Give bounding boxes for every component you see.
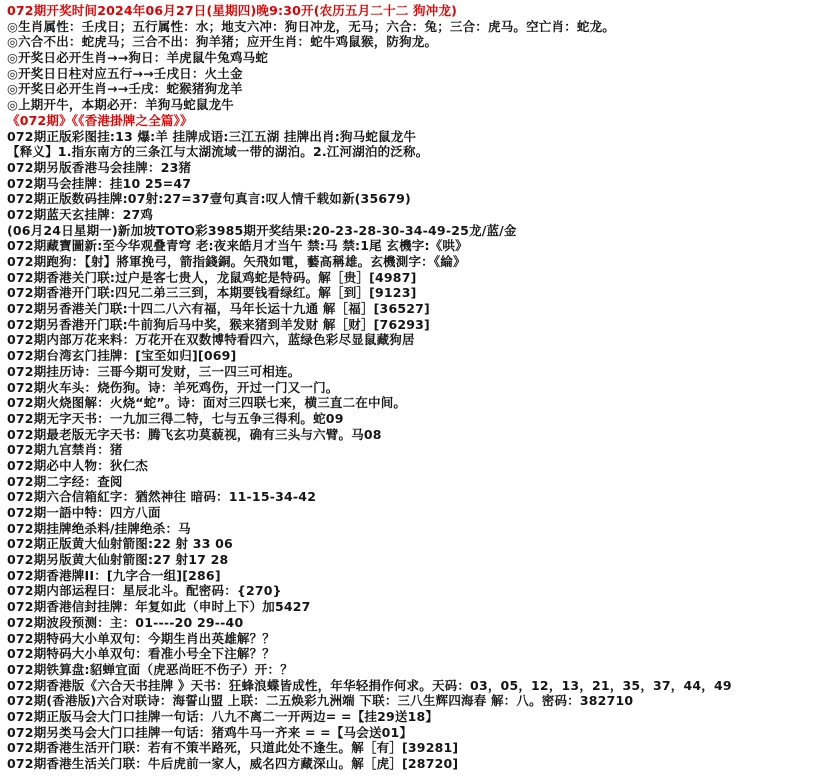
alt-wongtaisin-arrow-line: 072期另版黄大仙射箭图:27 射17 28 — [7, 552, 229, 568]
hk-pai-two-line: 072期香港牌II：[九字合一组][286] — [7, 567, 221, 583]
hk-envelope-line: 072期香港信封挂牌：年复如此（申时上下）加5427 — [7, 599, 311, 615]
mailbox-red-words-line: 072期六合信箱紅字：猶然神往 暗码：11-15-34-42 — [7, 489, 317, 505]
running-dog-line: 072期跑狗：【射】將軍挽弓，箭指錢銅。矢飛如電，藝高稱雄。玄機測字：《綸》 — [7, 254, 466, 269]
oldest-wordless-book-line: 072期最老版无字天书：腾飞玄功莫藐视，确有三头与六臂。马08 — [7, 426, 382, 442]
draw-time-header: 072期开奖时间2024年06月27日(星期四)晚9:30开(农历五月二十二 狗冲龙) — [7, 3, 458, 18]
lantian-guapai-line: 072期蓝天玄挂牌：27鸡 — [7, 206, 154, 222]
digital-guapai-line: 072期正版数码挂牌:07射:27=37壹句真言:叹人情千载如新(35679) — [7, 191, 411, 207]
treasure-map-line: 072期藏寶圖新:至今华观叠青穹 老:夜来皓月才当午 禁:马 禁:1尾 玄機字:《哄》 — [7, 238, 468, 254]
fire-chart-line: 072期火烧图解：火烧“蛇”。诗：面对三四联七来，横三直二在中间。 — [7, 395, 407, 411]
jiugong-ban-line: 072期九宫禁肖：猪 — [7, 442, 123, 458]
alt-hk-jockey-line: 072期另版香港马会挂牌：23猪 — [7, 159, 192, 175]
alt-hk-close-couplet-line: 072期另香港关门联:十四二八六有福，马年长运十九通 解［福］[36527] — [7, 301, 430, 317]
wongtaisin-arrow-line: 072期正版黄大仙射箭图:22 射 33 06 — [7, 536, 233, 552]
wave-prediction-line: 072期波段预测：主：01----20 29--40 — [7, 614, 244, 630]
five-elements-line: ◎开奖日日柱对应五行→→壬戌日：火土金 — [7, 65, 243, 81]
idiom-explanation-line: 【释义】1.指东南方的三条江与太湖流域一带的湖泊。2.江河湖泊的泛称。 — [7, 144, 429, 160]
heaven-book-line: 072期香港版《六合天书挂牌 》天书：狂蜂浪蝶皆成性，年华轻捐作何求。天码：03，05，12，13，21，35，37，44，49 — [7, 677, 732, 693]
one-phrase-special-line: 072期一語中特：四方八面 — [7, 505, 161, 520]
two-word-sutra-line: 072期二字经：查阅 — [7, 473, 123, 489]
must-hit-person-line: 072期必中人物：狄仁杰 — [7, 457, 148, 473]
alt-hk-open-couplet-line: 072期另香港开门联:牛前狗后马中奖，猴来猪到羊发财 解［财］[76293] — [7, 316, 430, 332]
guapai-kill-line: 072期挂牌绝杀料/挂牌绝杀：马 — [7, 520, 191, 536]
internal-wanhua-line: 072期内部万花来料：万花开在双数博特看四六，蓝绿色彩尽显鼠藏狗居 — [7, 332, 415, 348]
hk-open-couplet-line: 072期香港开门联:四兄二弟三三到，本期要钱看绿红。解［到］[9123] — [7, 285, 417, 301]
life-close-couplet-line: 072期香港生活关门联：牛后虎前一家人，威名四方藏深山。解［虎］[28720] — [7, 756, 459, 771]
must-open-zodiac-line-2: ◎开奖日必开生肖→→壬戌：蛇猴猪狗龙羊 — [7, 81, 243, 97]
toto-result-line: (06月24日星期一)新加坡TOTO彩3985期开奖结果:20-23-28-30-34-49-25龙/蓝/金 — [7, 222, 517, 238]
official-chart-line: 072期正版彩图挂:13 爆:羊 挂牌成语:三江五湖 挂牌出肖:狗马蛇鼠龙牛 — [7, 128, 417, 144]
must-open-zodiac-line: ◎开奖日必开生肖→→狗日：羊虎鼠牛兔鸡马蛇 — [7, 50, 269, 66]
wordless-book-line: 072期无字天书：一九加三得二特，七与五争三得利。蛇09 — [7, 410, 344, 426]
zodiac-attribute-line: ◎生肖属性：壬戌日；五行属性：水；地支六冲：狗日冲龙，无马；六合：兔；三合：虎马。空亡肖：蛇龙。 — [7, 18, 616, 34]
alt-gate-phrase-line: 072期另类马会大门口挂牌一句话：猪鸡牛马一齐来 = =【马会送01】 — [7, 724, 413, 740]
special-code-phrase-line-2: 072期特码大小单双句：看准小号全下注解？？ — [7, 646, 275, 662]
last-period-line: ◎上期开牛，本期必开：羊狗马蛇鼠龙牛 — [7, 97, 235, 113]
guapai-title: 《072期》《《香港掛牌之全篇》》 — [7, 112, 193, 128]
life-open-couplet-line: 072期香港生活开门联：若有不策半路死，只道此处不逢生。解［有］[39281] — [7, 740, 459, 756]
internal-fortune-line: 072期内部运程曰：星辰北斗。配密码：{270} — [7, 583, 282, 599]
iron-abacus-line: 072期铁算盘:貂蝉宜面（虎恶尚旺不伤子）开：？ — [7, 661, 293, 677]
hk-close-couplet-line: 072期香港关门联:过户是客七贵人，龙鼠鸡蛇是特码。解［贵］[4987] — [7, 269, 417, 285]
special-code-phrase-line: 072期特码大小单双句：今期生肖出英雄解？？ — [7, 630, 275, 646]
train-head-line: 072期火车头：烧伤狗。诗：羊死鸡伤，开过一门又一门。 — [7, 379, 339, 395]
gate-phrase-line: 072期正版马会大门口挂牌一句话：八九不离二一开两边= =【挂29送18】 — [7, 708, 439, 724]
couplet-poem-line: 072期(香港版)六合对联诗：海誓山盟 上联：二五焕彩九洲端 下联：三八生辉四海春 解：八。密码：382710 — [7, 693, 634, 709]
liuhe-exclusion-line: ◎六合不出：蛇虎马；三合不出：狗羊猪；应开生肖：蛇牛鸡鼠猴，防狗龙。 — [7, 34, 438, 50]
calendar-poem-line: 072期挂历诗：三哥今期可发财，三一四三可相连。 — [7, 363, 301, 379]
jockey-club-line: 072期马会挂牌：挂10 25=47 — [7, 175, 192, 191]
taiwan-xuanmen-line: 072期台湾玄门挂牌：[宝至如归][069] — [7, 348, 237, 364]
